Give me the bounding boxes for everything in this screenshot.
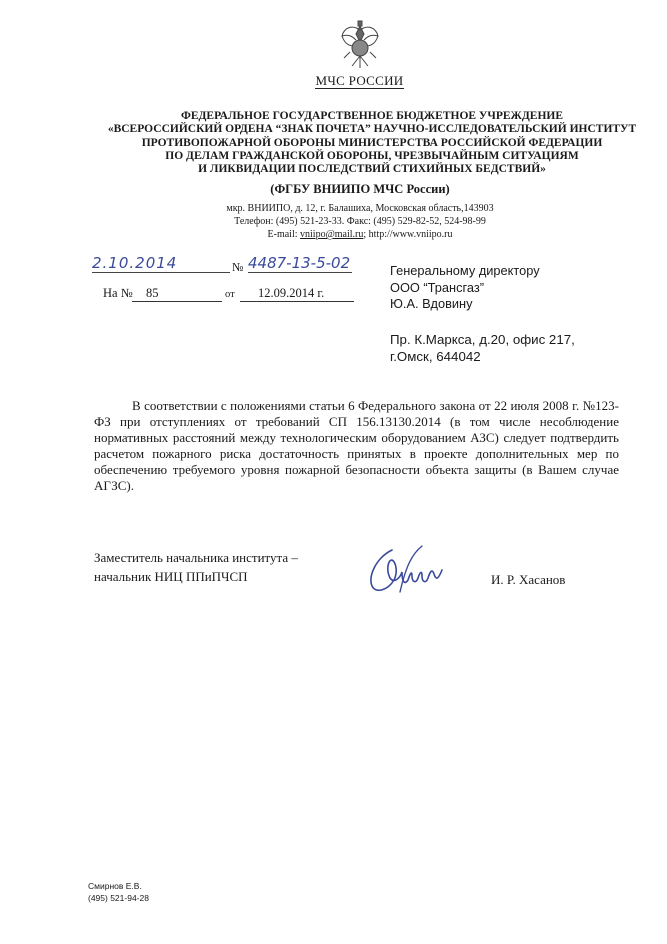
recipient-position: Генеральному директору — [390, 263, 540, 278]
org-line: ПРОТИВОПОЖАРНОЙ ОБОРОНЫ МИНИСТЕРСТВА РОССИЙСКОЙ ФЕДЕРАЦИИ — [141, 136, 603, 149]
org-email-line — [200, 228, 520, 241]
recipient-block — [390, 263, 540, 313]
outgoing-date-handwritten: 2.10.2014 — [92, 254, 230, 273]
outgoing-number-label: № — [232, 260, 244, 274]
signatory-title — [94, 548, 298, 586]
outgoing-number-handwritten: 4487-13-5-02 — [248, 254, 351, 272]
mchs-emblem-icon — [338, 20, 382, 70]
ministry-name: МЧС РОССИИ — [315, 73, 404, 88]
letter-body: В соответствии с положениями статьи 6 Федерального закона от 22 июля 2008 г. №123-ФЗ при отступлениях от требований СП 156.13130.2014 (в том числе несоблюдение нормативных расстояний между технологическим оборудованием АЗС) следует подтвердить расчетом пожарного риска достаточность принятых в проекте дополнительных мер по обеспечению требуемого уровня пожарной безопасности объекта защиты (в Вашем случае АГЗС). — [94, 398, 619, 493]
recipient-city: г.Омск, 644042 — [390, 349, 481, 364]
recipient-address — [390, 331, 575, 365]
reference-date: 12.09.2014 г. — [240, 286, 354, 302]
signatory-title-line: Заместитель начальника института – — [94, 550, 298, 565]
reference-number: 85 — [132, 286, 222, 302]
org-line: ПО ДЕЛАМ ГРАЖДАНСКОЙ ОБОРОНЫ, ЧРЕЗВЫЧАЙНЫМ СИТУАЦИЯМ — [165, 149, 579, 162]
recipient-company: ООО “Трансгаз” — [390, 279, 484, 295]
recipient-street: Пр. К.Маркса, д.20, офис 217, — [390, 332, 575, 347]
email-link[interactable]: vniipo@mail.ru — [300, 229, 364, 240]
reference-label: На № — [103, 286, 133, 300]
executor-name: Смирнов Е.В. — [88, 881, 142, 891]
signatory-title-line: начальник НИЦ ППиПЧСП — [94, 569, 248, 584]
org-address: мкр. ВНИИПО, д. 12, г. Балашиха, Московская область,143903 — [226, 203, 494, 214]
executor-phone: (495) 521-94-28 — [88, 893, 149, 903]
email-label: E-mail: — [267, 229, 301, 240]
org-line: «ВСЕРОССИЙСКИЙ ОРДЕНА “ЗНАК ПОЧЕТА” НАУЧНО-ИССЛЕДОВАТЕЛЬСКИЙ ИНСТИТУТ — [107, 123, 637, 136]
org-line: ФЕДЕРАЛЬНОЕ ГОСУДАРСТВЕННОЕ БЮДЖЕТНОЕ УЧРЕЖДЕНИЕ — [180, 110, 564, 122]
organization-name — [92, 110, 652, 176]
org-short-name: (ФГБУ ВНИИПО МЧС России) — [270, 182, 450, 196]
org-contacts — [200, 202, 520, 241]
org-phones: Телефон: (495) 521-23-33. Факс: (495) 529-82-52, 524-98-99 — [234, 216, 486, 227]
executor-block — [88, 880, 149, 904]
handwritten-signature — [362, 540, 454, 598]
website-link[interactable]: ; http://www.vniipo.ru — [363, 229, 453, 240]
recipient-name: Ю.А. Вдовину — [390, 296, 473, 311]
signatory-name: И. Р. Хасанов — [491, 572, 566, 587]
reference-from-label: от — [225, 289, 235, 300]
org-line: И ЛИКВИДАЦИИ ПОСЛЕДСТВИЙ СТИХИЙНЫХ БЕДСТВИЙ» — [198, 163, 546, 176]
